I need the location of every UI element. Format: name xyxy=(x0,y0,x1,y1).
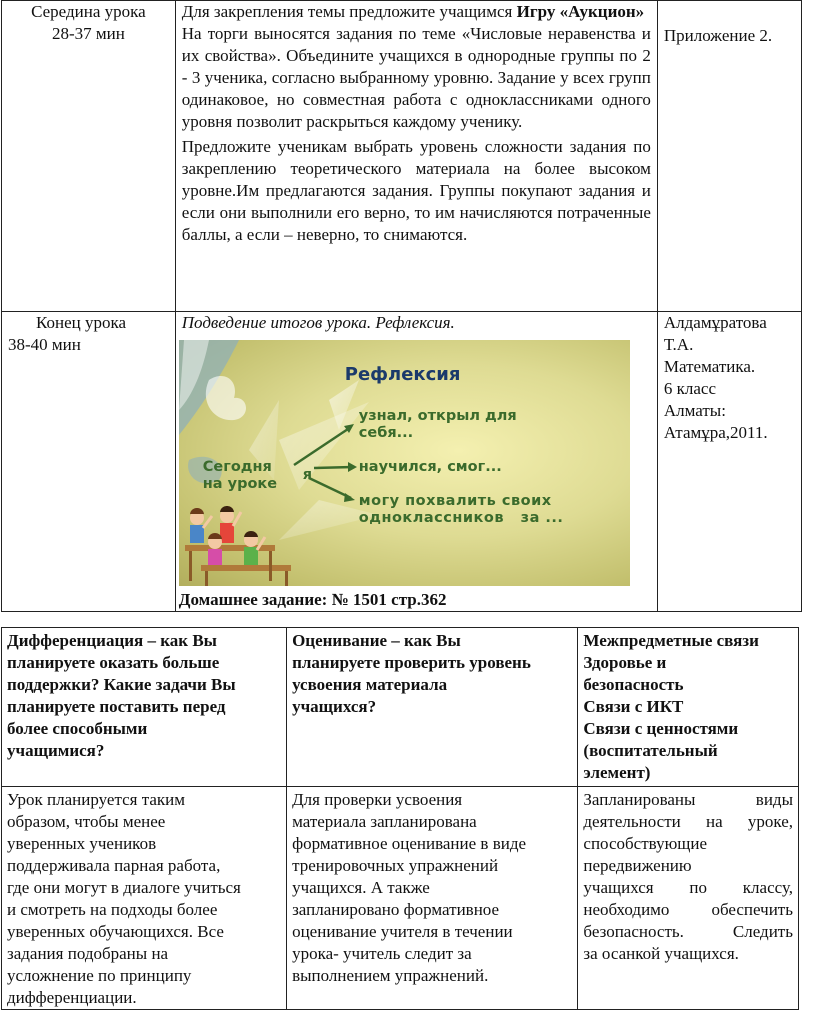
stage-cell xyxy=(2,312,176,612)
body-line: материала запланирована xyxy=(292,812,477,831)
header-line: планируете проверить уровень xyxy=(292,653,531,672)
body-line: оценивание учителя в течении xyxy=(292,922,513,941)
children-illustration-icon xyxy=(185,506,291,586)
slide-title: Рефлексия xyxy=(344,364,461,385)
slide-left-line: Сегодня xyxy=(202,459,272,475)
resource-line: Алматы: xyxy=(663,401,726,420)
game-intro-text: Для закрепления темы предложите учащимся xyxy=(181,2,517,21)
header-line: Связи с ИКТ xyxy=(583,697,684,716)
body-line: передвижению xyxy=(583,856,692,875)
header-line: Здоровье и xyxy=(583,653,667,672)
reflection-slide-image xyxy=(179,340,630,586)
slide-item-line: себя... xyxy=(358,425,414,441)
body-line: образом, чтобы менее xyxy=(7,812,166,831)
slide-item-line: узнал, открыл для xyxy=(358,408,517,424)
stage-name: Середина урока xyxy=(31,2,146,21)
body-line: необходимо обеспечить xyxy=(583,900,793,919)
body-line: дифференциации. xyxy=(7,988,137,1007)
slide-left-line: на уроке xyxy=(202,476,278,492)
resource-line: Математика. xyxy=(663,357,756,376)
body-line: поддерживала парная работа, xyxy=(7,856,221,875)
body-line: урока- учитель следит за xyxy=(292,944,472,963)
summary-text: Подведение итогов урока. Рефлексия. xyxy=(181,313,455,332)
homework-text: Домашнее задание: № 1501 стр.362 xyxy=(178,590,447,609)
game-name: Игру «Аукцион» xyxy=(516,2,645,21)
body-line: безопасность. Следить xyxy=(583,922,793,941)
body-row xyxy=(2,787,799,1010)
resources-cell xyxy=(657,1,801,312)
resource-line: 6 класс xyxy=(663,379,717,398)
header-line: поддержки? Какие задачи Вы xyxy=(7,675,236,694)
header-line: Межпредметные связи xyxy=(583,631,759,650)
slide-item-could: научился, смог... xyxy=(358,459,502,475)
header-line: элемент) xyxy=(583,763,651,782)
difficulty-description: Предложите ученикам выбрать уровень сложности задания по закреплению теоретического материала на более высоком уровне.Им предлагаются задания. Группы покупают задания и если они выполнили его верно, то им начисляются потраченные баллы, а если – неверно, то снимаются. xyxy=(181,137,651,244)
stage-cell xyxy=(2,1,176,312)
stage-row-end xyxy=(2,312,802,612)
differentiation-header xyxy=(2,628,287,787)
resource-line: Алдамұратова xyxy=(663,313,767,332)
header-line: Дифференциация – как Вы xyxy=(7,631,217,650)
planning-questions-table xyxy=(1,627,799,1010)
assessment-header xyxy=(287,628,578,787)
body-line: за осанкой учащихся. xyxy=(583,944,739,963)
header-line: более способными xyxy=(7,719,148,738)
body-line: деятельности на уроке, xyxy=(583,812,793,831)
body-line: где они могут в диалоге учиться xyxy=(7,878,241,897)
stage-row-middle xyxy=(2,1,802,312)
body-line: Урок планируется таким xyxy=(7,790,186,809)
header-line: Оценивание – как Вы xyxy=(292,631,461,650)
body-line: тренировочных упражнений xyxy=(292,856,499,875)
body-line: усложнение по принципу xyxy=(7,966,192,985)
body-line: учащихся. А также xyxy=(292,878,430,897)
stage-name: Конец урока xyxy=(36,313,127,332)
header-line: планируете поставить перед xyxy=(7,697,226,716)
slide-ya: я xyxy=(302,467,313,483)
auction-description: На торги выносятся задания по теме «Числовые неравенства и их свойства». Объедините учащихся в однородные группы по 2 - 3 ученика, согласно выбранному уровню. Задание у всех групп одинаковое, но совместная работа с одноклассниками одного уровня позволит раскрыться каждому ученику. xyxy=(181,24,651,131)
lesson-stages-table xyxy=(1,0,802,612)
header-line: безопасность xyxy=(583,675,684,694)
body-line: выполнением упражнений. xyxy=(292,966,489,985)
assessment-body xyxy=(287,787,578,1010)
cross-curricular-header xyxy=(578,628,799,787)
body-line: и смотреть на подходы более xyxy=(7,900,218,919)
body-line: запланировано формативное xyxy=(292,900,500,919)
body-line: способствующие xyxy=(583,834,708,853)
body-line: учащихся по классу, xyxy=(583,878,793,897)
stage-time: 38-40 мин xyxy=(8,335,81,354)
slide-left-label xyxy=(203,459,277,493)
differentiation-body xyxy=(2,787,287,1010)
body-line: уверенных обучающихся. Все xyxy=(7,922,224,941)
resource-line: Т.А. xyxy=(663,335,694,354)
body-line: уверенных учеников xyxy=(7,834,157,853)
slide-item-learned xyxy=(359,408,599,442)
slide-item-praise xyxy=(359,493,564,527)
body-line: формативное оценивание в виде xyxy=(292,834,527,853)
planned-activity-cell xyxy=(175,1,657,312)
header-line: усвоения материала xyxy=(292,675,448,694)
header-row xyxy=(2,628,799,787)
slide-item-line: могу похвалить своих xyxy=(358,493,552,509)
resources-cell xyxy=(657,312,801,612)
resource-line: Атамұра,2011. xyxy=(663,423,768,442)
header-line: Связи с ценностями xyxy=(583,719,739,738)
planned-activity-cell xyxy=(175,312,657,612)
cross-curricular-body xyxy=(578,787,799,1010)
resource-appendix: Приложение 2. xyxy=(663,26,773,45)
body-line: Запланированы виды xyxy=(583,790,793,809)
header-line: планируете оказать больше xyxy=(7,653,220,672)
slide-item-line: одноклассников за ... xyxy=(358,510,564,526)
header-line: (воспитательный xyxy=(583,741,718,760)
header-line: учащихся? xyxy=(292,697,377,716)
stage-time: 28-37 мин xyxy=(51,24,125,43)
body-line: задания подобраны на xyxy=(7,944,169,963)
game-intro xyxy=(182,1,651,23)
body-line: Для проверки усвоения xyxy=(292,790,463,809)
header-line: учащимися? xyxy=(7,741,105,760)
